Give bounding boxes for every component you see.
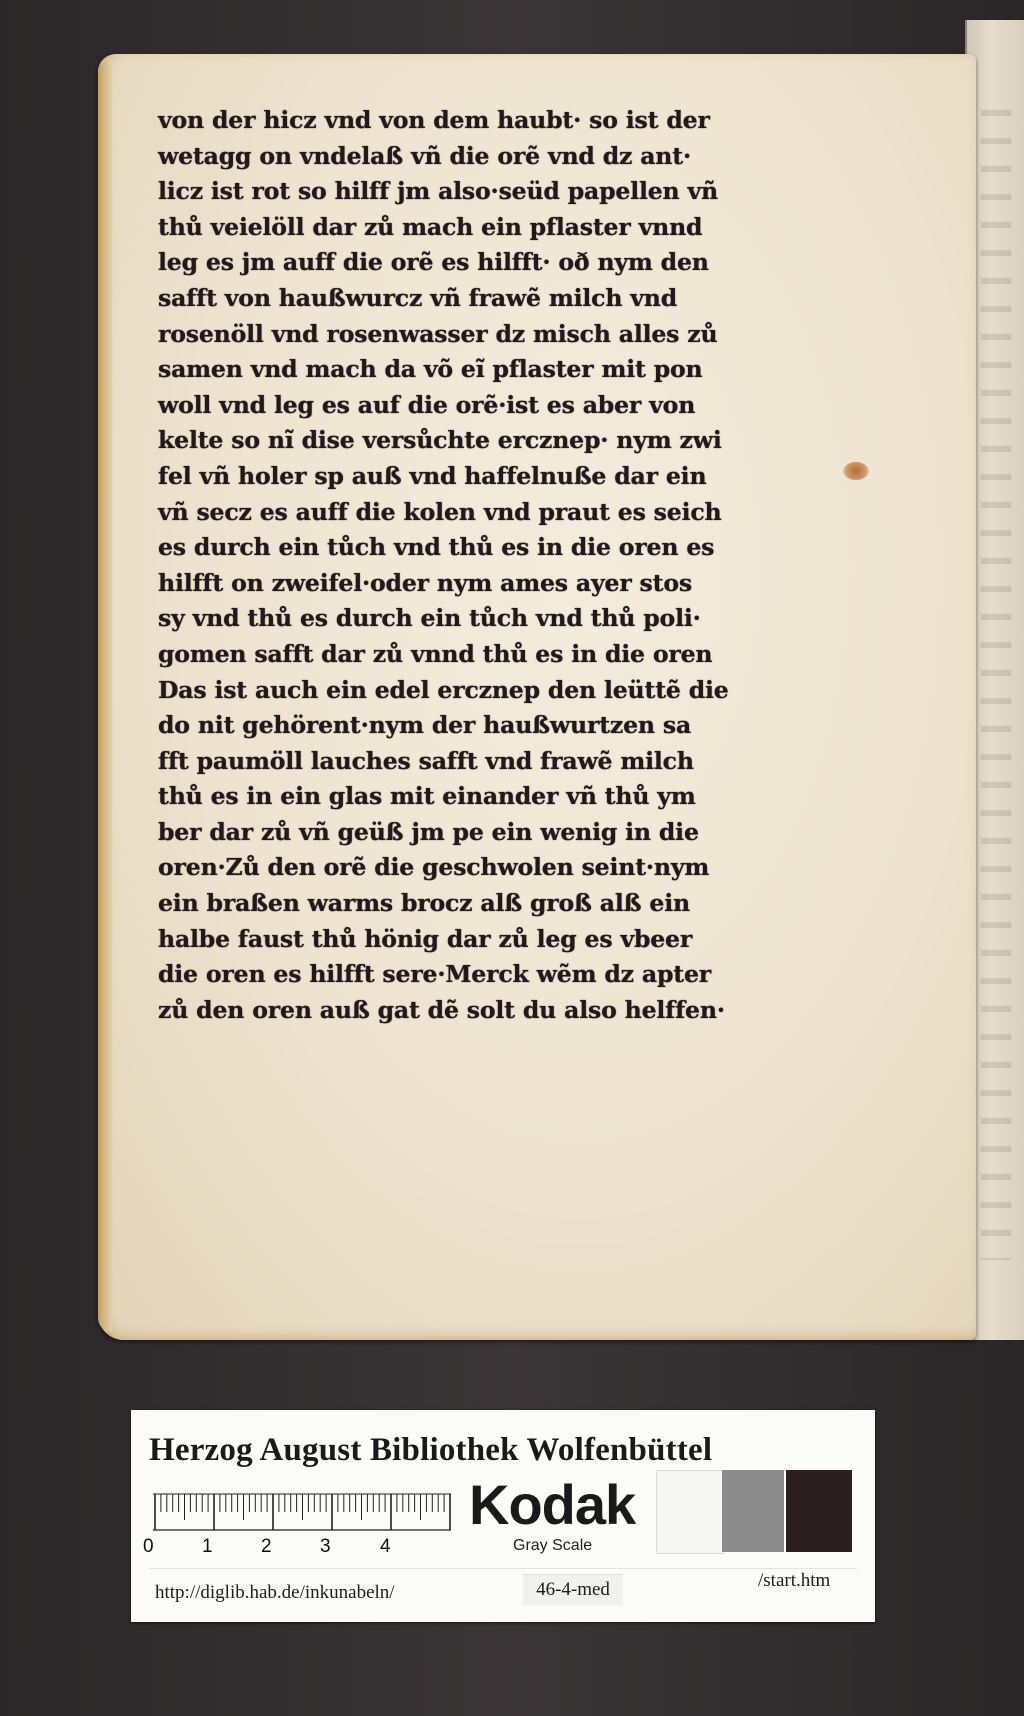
text-line: do nit gehörent·nym der haußwurtzen sa <box>158 711 692 740</box>
text-line: Das ist auch ein edel ercznep den leüttẽ die <box>158 675 729 704</box>
url-prefix: http://diglib.hab.de/inkunabeln/ <box>155 1582 395 1603</box>
gray-swatch <box>722 1470 784 1552</box>
card-divider <box>149 1568 857 1569</box>
text-line: wetagg on vndelaß vñ die orẽ vnd dz ant· <box>158 141 691 170</box>
ruler-scale <box>153 1488 451 1532</box>
color-card <box>131 1410 875 1622</box>
ruler-label-4: 4 <box>380 1536 391 1557</box>
ruler-label-1: 1 <box>202 1536 213 1557</box>
text-line: zů den oren auß gat dẽ solt du also helffen· <box>158 995 725 1024</box>
text-line: sy vnd thů es durch ein tůch vnd thů poli· <box>158 604 701 633</box>
gray-scale-label: Gray Scale <box>513 1537 593 1554</box>
text-line: fft paumöll lauches safft vnd frawẽ milch <box>158 746 694 775</box>
text-line: samen vnd mach da võ eĩ pflaster mit pon <box>158 355 703 384</box>
text-line: vñ secz es auff die kolen vnd praut es seich <box>158 497 722 526</box>
text-line: licz ist rot so hilff jm also·seüd papellen vñ <box>158 177 718 206</box>
text-line: thů veielöll dar zů mach ein pflaster vnnd <box>158 212 703 241</box>
text-line: kelte so nĩ dise versůchte ercznep· nym zwi <box>158 426 722 455</box>
ruler-label-0: 0 <box>143 1536 154 1557</box>
ruler-label-2: 2 <box>261 1536 272 1557</box>
text-line: ein braßen warms brocz alß groß alß ein <box>158 889 690 918</box>
url-suffix: /start.htm <box>758 1570 831 1591</box>
text-line: leg es jm auff die orẽ es hilfft· oð nym den <box>158 248 709 277</box>
text-line: gomen safft dar zů vnnd thů es in die oren <box>158 639 713 668</box>
text-line: hilfft on zweifel·oder nym ames ayer stos <box>158 568 692 597</box>
text-line: halbe faust thů hönig dar zů leg es vbeer <box>158 924 693 953</box>
text-line: ber dar zů vñ geüß jm pe ein wenig in die <box>158 817 699 846</box>
page-stain <box>843 462 869 480</box>
text-line: es durch ein tůch vnd thů es in die oren es <box>158 533 715 562</box>
text-block <box>158 103 774 1028</box>
text-line: safft von haußwurcz vñ frawẽ milch vnd <box>158 283 678 312</box>
text-line: fel vñ holer sp auß vnd haffelnuße dar ein <box>158 461 707 490</box>
black-swatch <box>786 1470 852 1552</box>
text-line: woll vnd leg es auf die orẽ·ist es aber von <box>158 390 696 419</box>
text-line: die oren es hilfft sere·Merck wẽm dz apter <box>158 960 712 989</box>
white-swatch <box>656 1470 724 1554</box>
kodak-logo: Kodak <box>469 1473 636 1536</box>
text-line: rosenöll vnd rosenwasser dz misch alles zů <box>158 319 718 348</box>
shelfmark-label: 46-4-med <box>523 1574 623 1605</box>
ruler-label-3: 3 <box>320 1536 331 1557</box>
text-line: oren·Zů den orẽ die geschwolen seint·nym <box>158 853 710 882</box>
text-line: thů es in ein glas mit einander vñ thů ym <box>158 782 696 811</box>
library-name: Herzog August Bibliothek Wolfenbüttel <box>149 1432 713 1468</box>
text-line: von der hicz vnd von dem haubt· so ist der <box>158 106 710 134</box>
